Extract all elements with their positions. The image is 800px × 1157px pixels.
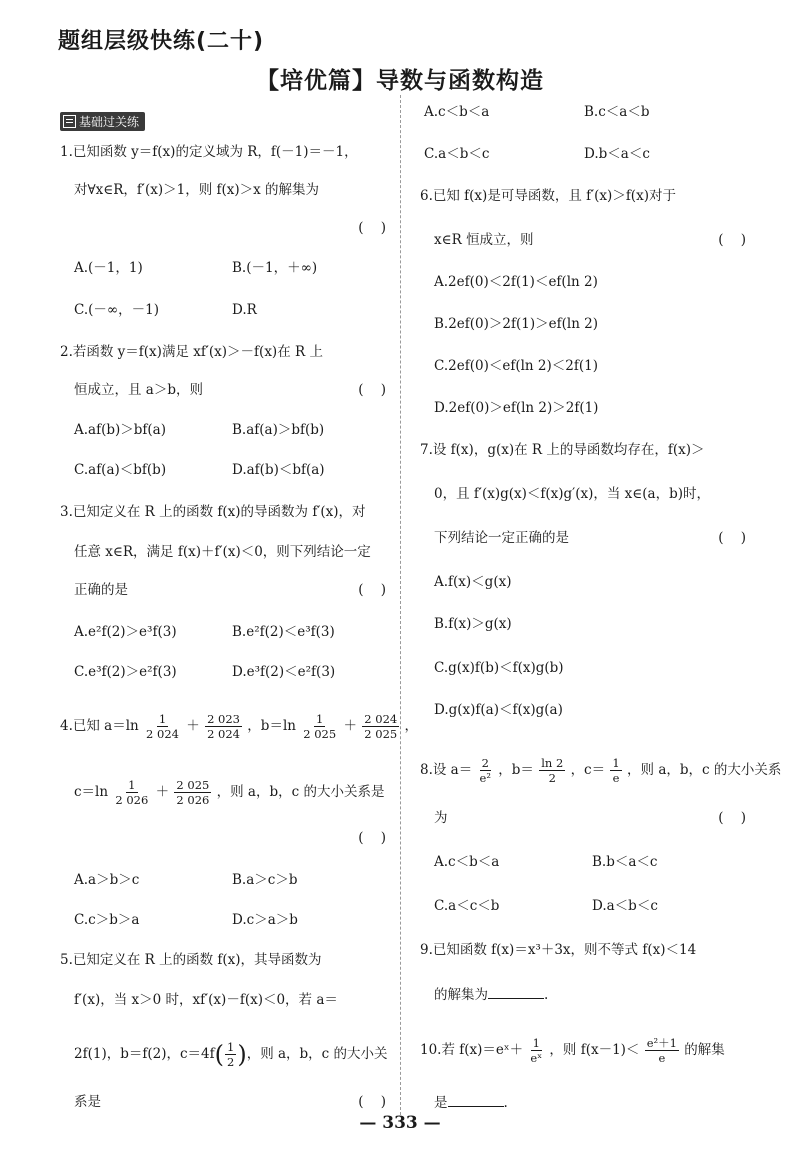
q4-frac-1-num: 1 — [158, 712, 167, 726]
q8-frac-c-num: 1 — [612, 756, 620, 770]
page-title: 【培优篇】导数与函数构造 — [256, 68, 544, 94]
q8-option-d: D.a＜b＜c — [592, 898, 658, 914]
q9-line-1: 9.已知函数 f(x)＝x³＋3x，则不等式 f(x)＜14 — [420, 942, 697, 958]
q7-option-a: A.f(x)＜g(x) — [434, 574, 512, 590]
q10-frac-2-den: e — [658, 1051, 666, 1065]
q1-option-b: B.(－1，＋∞) — [232, 260, 318, 276]
q3-line-2: 任意 x∈R，满足 f(x)＋f′(x)＜0，则下列结论一定 — [74, 544, 371, 560]
q4-plus-2: ＋ — [343, 718, 357, 734]
q9-line-2-prefix: 的解集为 — [434, 987, 488, 1003]
q2-option-a: A.af(b)＞bf(a) — [74, 422, 166, 438]
q3-option-d: D.e³f(2)＜e²f(3) — [232, 664, 336, 680]
q8-line-1 — [420, 756, 781, 785]
q5-line-3-prefix: 2f(1)，b＝f(2)，c＝4f — [74, 1046, 215, 1062]
q4-frac-2 — [205, 712, 242, 741]
q4-frac-5-num: 1 — [128, 778, 136, 792]
q4-frac-3-num: 1 — [316, 712, 324, 726]
q5-line-4: 系是 — [74, 1094, 101, 1110]
q4-frac-3 — [301, 712, 338, 741]
q4-frac-4-num: 2 024 — [364, 712, 398, 726]
q1-line-2: 对∀x∈R，f′(x)＞1，则 f(x)＞x 的解集为 — [74, 182, 320, 198]
q4-plus-3: ＋ — [155, 784, 170, 800]
q10-frac-2-num: e²＋1 — [646, 1036, 677, 1050]
q5-frac-den: 2 — [227, 1055, 235, 1069]
q7-option-c: C.g(x)f(b)＜f(x)g(b) — [434, 660, 564, 676]
q10-line-1 — [420, 1036, 725, 1065]
section-badge — [60, 112, 145, 131]
q6-option-c: C.2ef(0)＜ef(ln 2)＜2f(1) — [434, 358, 598, 374]
q1-line-1: 1.已知函数 y＝f(x)的定义域为 R，f(－1)＝－1， — [60, 144, 358, 160]
q4-frac-6 — [174, 778, 211, 807]
q2-line-2: 恒成立，且 a＞b，则 — [74, 382, 203, 398]
column-divider — [400, 95, 401, 1115]
q8-frac-a-num: 2 — [481, 756, 489, 770]
q5-option-a: A.c＜b＜a — [424, 104, 490, 120]
q1-option-c: C.(－∞，－1) — [74, 302, 160, 318]
q10-frac-1-num: 1 — [532, 1036, 540, 1050]
q10-line-2-prefix: 是 — [434, 1095, 448, 1111]
q4-frac-3-den: 2 025 — [303, 727, 337, 741]
q8-mid-2: ，c＝ — [570, 762, 606, 778]
q3-answer-paren: ( ) — [358, 582, 386, 598]
q2-option-c: C.af(a)＜bf(b) — [74, 462, 167, 478]
q8-frac-c-den: e — [612, 771, 620, 785]
q5-frac — [225, 1040, 236, 1069]
q2-option-b: B.af(a)＞bf(b) — [232, 422, 325, 438]
q8-frac-c — [610, 756, 621, 785]
q9-answer-blank — [488, 984, 544, 999]
q8-mid-1: ，b＝ — [498, 762, 534, 778]
q7-answer-paren: ( ) — [718, 530, 746, 546]
q10-frac-1 — [528, 1036, 544, 1065]
q3-option-a: A.e²f(2)＞e³f(3) — [74, 624, 177, 640]
q8-answer-paren: ( ) — [718, 810, 746, 826]
q3-line-3: 正确的是 — [74, 582, 128, 598]
q7-line-1: 7.设 f(x)，g(x)在 R 上的导函数均存在，f(x)＞ — [420, 442, 705, 458]
q4-end-comma: ， — [404, 718, 419, 734]
q4-frac-5 — [113, 778, 150, 807]
q9-line-2 — [434, 984, 548, 1005]
q10-mid: ，则 f(x－1)＜ — [549, 1042, 640, 1058]
q4-frac-6-num: 2 025 — [176, 778, 210, 792]
q5-right-paren: ) — [237, 1040, 247, 1069]
q6-option-a: A.2ef(0)＜2f(1)＜ef(ln 2) — [434, 274, 598, 290]
q8-frac-a-den: e² — [479, 771, 491, 785]
q4-frac-2-den: 2 024 — [207, 727, 240, 741]
q5-option-d: D.b＜a＜c — [584, 146, 650, 162]
q6-line-2: x∈R 恒成立，则 — [434, 232, 534, 248]
q5-option-c: C.a＜b＜c — [424, 146, 490, 162]
q4-plus-1: ＋ — [186, 718, 200, 734]
section-badge-label: 基础过关练 — [79, 115, 140, 129]
q4-frac-4 — [362, 712, 399, 741]
q4-frac-2-num: 2 023 — [207, 712, 240, 726]
q3-option-b: B.e²f(2)＜e³f(3) — [232, 624, 335, 640]
q4-b-prefix: ，b＝ln — [247, 718, 296, 734]
q3-line-1: 3.已知定义在 R 上的函数 f(x)的导函数为 f′(x)，对 — [60, 504, 366, 520]
q2-option-d: D.af(b)＜bf(a) — [232, 462, 325, 478]
q5-line-2: f′(x)，当 x＞0 时，xf′(x)－f(x)＜0，若 a＝ — [74, 992, 338, 1008]
series-title: 题组层级快练(二十) — [58, 29, 265, 54]
q10-frac-2 — [645, 1036, 679, 1065]
q4-c-suffix: ，则 a，b，c 的大小关系是 — [216, 784, 385, 800]
q7-option-d: D.g(x)f(a)＜f(x)g(a) — [434, 702, 563, 718]
q8-frac-b-den: 2 — [548, 771, 556, 785]
q8-suffix: ，则 a，b，c 的大小关系 — [627, 762, 782, 778]
q4-frac-1 — [144, 712, 181, 741]
q6-line-1: 6.已知 f(x)是可导函数，且 f′(x)＞f(x)对于 — [420, 188, 676, 204]
q5-line-3 — [74, 1040, 388, 1069]
q5-option-b: B.c＜a＜b — [584, 104, 650, 120]
q10-answer-blank — [448, 1092, 504, 1107]
q4-answer-paren: ( ) — [358, 830, 386, 846]
q5-line-1: 5.已知定义在 R 上的函数 f(x)，其导函数为 — [60, 952, 322, 968]
q8-option-a: A.c＜b＜a — [434, 854, 500, 870]
q10-line-2 — [434, 1092, 508, 1113]
q1-answer-paren: ( ) — [358, 220, 386, 236]
q4-frac-4-den: 2 025 — [364, 727, 398, 741]
q10-prefix: 10.若 f(x)＝eˣ＋ — [420, 1042, 524, 1058]
q10-frac-1-den: eˣ — [530, 1051, 543, 1065]
q4-frac-1-den: 2 024 — [146, 727, 179, 741]
q4-option-d: D.c＞a＞b — [232, 912, 298, 928]
q4-a-prefix: 4.已知 a＝ln — [60, 718, 139, 734]
q1-option-d: D.R — [232, 302, 257, 318]
q4-frac-5-den: 2 026 — [115, 793, 149, 807]
q2-answer-paren: ( ) — [358, 382, 386, 398]
q10-suffix: 的解集 — [684, 1042, 725, 1058]
q4-frac-6-den: 2 026 — [176, 793, 210, 807]
q5-frac-num: 1 — [227, 1040, 235, 1054]
list-icon — [63, 115, 76, 128]
q8-option-c: C.a＜c＜b — [434, 898, 500, 914]
q3-option-c: C.e³f(2)＞e²f(3) — [74, 664, 177, 680]
q8-frac-b-num: ln 2 — [541, 756, 564, 770]
q6-option-d: D.2ef(0)＞ef(ln 2)＞2f(1) — [434, 400, 599, 416]
q4-line-2 — [74, 778, 384, 807]
q8-frac-a — [478, 756, 493, 785]
q7-option-b: B.f(x)＞g(x) — [434, 616, 512, 632]
q8-frac-b — [539, 756, 565, 785]
q8-prefix: 8.设 a＝ — [420, 762, 473, 778]
q4-line-1 — [60, 712, 418, 741]
q9-line-2-suffix: . — [544, 987, 549, 1003]
q6-option-b: B.2ef(0)＞2f(1)＞ef(ln 2) — [434, 316, 599, 332]
q4-option-c: C.c＞b＞a — [74, 912, 140, 928]
q2-line-1: 2.若函数 y＝f(x)满足 xf′(x)＞－f(x)在 R 上 — [60, 344, 323, 360]
q5-answer-paren: ( ) — [358, 1094, 386, 1110]
q5-left-paren: ( — [214, 1040, 224, 1069]
q7-line-3: 下列结论一定正确的是 — [434, 530, 569, 546]
q8-option-b: B.b＜a＜c — [592, 854, 658, 870]
q10-line-2-suffix: . — [503, 1095, 508, 1111]
q4-option-a: A.a＞b＞c — [74, 872, 140, 888]
q4-c-prefix: c＝ln — [74, 784, 109, 800]
q7-line-2: 0，且 f′(x)g(x)＜f(x)g′(x)，当 x∈(a，b)时， — [434, 486, 710, 502]
q5-line-3-suffix: ，则 a，b，c 的大小关 — [246, 1046, 388, 1062]
q4-option-b: B.a＞c＞b — [232, 872, 298, 888]
q6-answer-paren: ( ) — [718, 232, 746, 248]
q8-line-2: 为 — [434, 810, 448, 826]
page-number: — 333 — — [359, 1113, 441, 1133]
q1-option-a: A.(－1，1) — [74, 260, 143, 276]
